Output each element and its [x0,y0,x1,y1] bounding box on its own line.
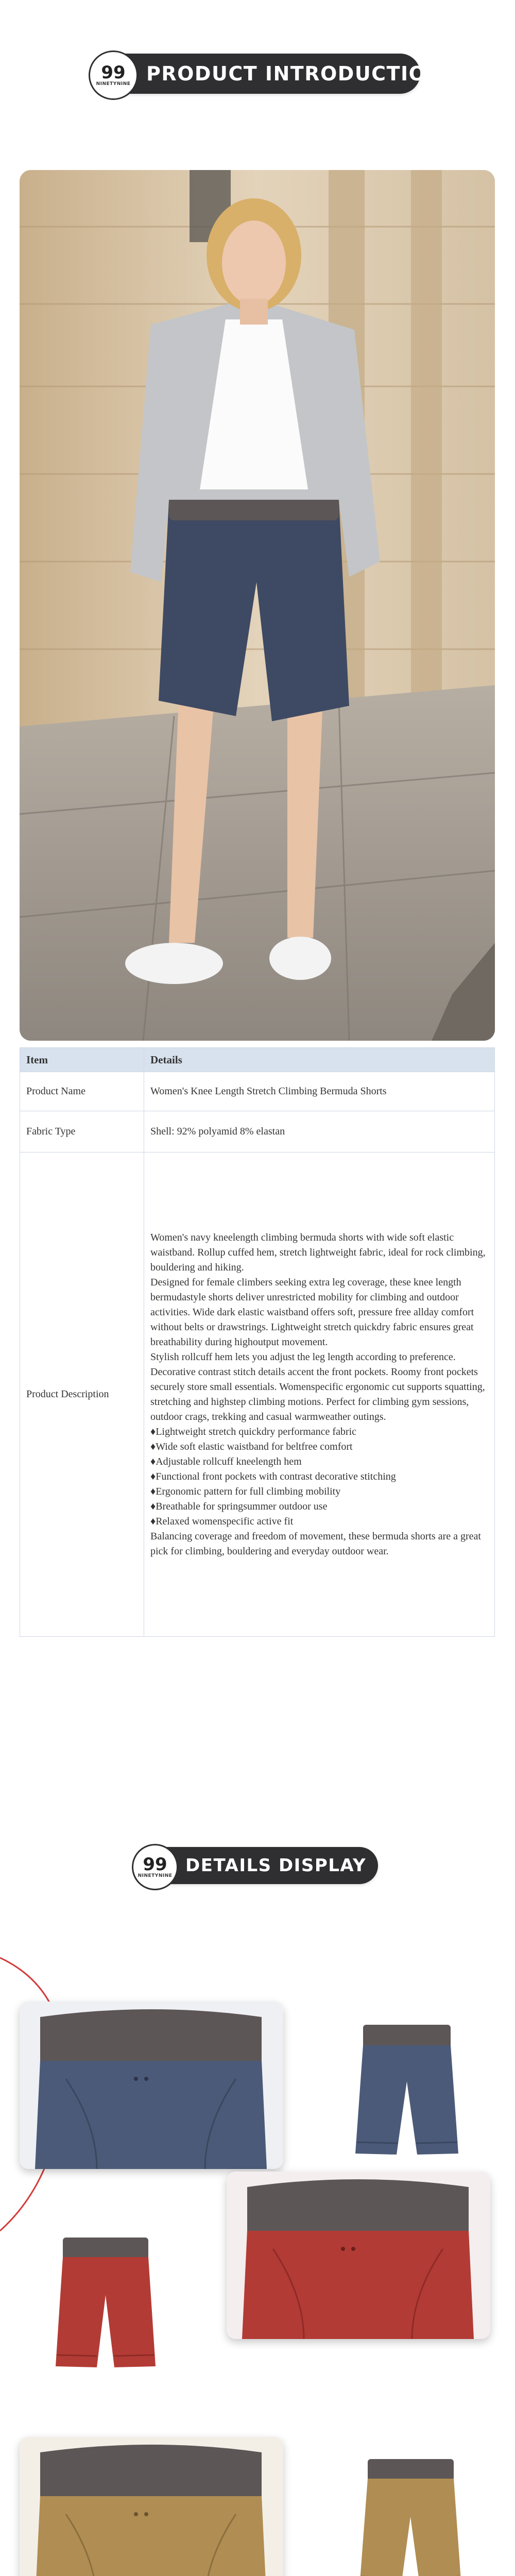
section-header-product-introduction [92,54,443,94]
product-info-table [20,1047,495,1637]
brand-logo-name: NINETYNINE [96,81,131,87]
description-line: Balancing coverage and freedom of movement, these bermuda shorts are a great pick for climbing, bouldering and everyday outdoor wear. [150,1530,481,1557]
description-line: Stylish rollcuff hem lets you adjust the leg length according to preference. Decorative contrast stitch details accent the front pockets. Roomy front pockets securely store small essentials. Womenspecific ergonomic cut supports squatting, stretching and highstep climbing motions. Perfect for climbing gym sessions, outdoor crags, trekking and casual warmweather outings. [150,1351,485,1422]
row-key: Product Name [20,1072,144,1111]
red-waistband-closeup [227,2172,490,2339]
description-line: ♦Adjustable rollcuff kneelength hem [150,1455,302,1467]
khaki-shorts-full [355,2455,466,2576]
section-title: DETAILS DISPLAY [185,1855,367,1876]
brand-logo-number: 99 [143,1854,167,1875]
description-line: ♦Lightweight stretch quickdry performance fabric [150,1426,357,1437]
row-key: Product Description [20,1153,144,1637]
navy-shorts-full [350,2020,464,2159]
red-shorts-full [52,2233,160,2372]
description-line: ♦Ergonomic pattern for full climbing mobility [150,1485,341,1497]
brand-logo [89,50,138,100]
table-header-row [20,1048,495,1072]
table-row [20,1111,495,1153]
brand-logo-number: 99 [101,62,126,83]
navy-waistband-closeup [20,2002,283,2169]
product-description [144,1153,495,1637]
section-title: PRODUCT INTRODUCTION [146,62,443,85]
hero-model-photo [20,170,495,1041]
description-line: ♦Functional front pockets with contrast decorative stitching [150,1470,396,1482]
description-line: ♦Breathable for springsummer outdoor use [150,1500,328,1512]
table-row-description [20,1153,495,1637]
row-value: Women's Knee Length Stretch Climbing Bermuda Shorts [144,1072,495,1111]
khaki-waistband-closeup [20,2437,283,2576]
section-header-details-display [135,1847,378,1884]
brand-logo-name: NINETYNINE [138,1873,173,1878]
description-line: Women's navy kneelength climbing bermuda shorts with wide soft elastic waistband. Rollup cuffed hem, stretch lightweight fabric, ideal for rock climbing, bouldering and hiking. [150,1231,486,1273]
brand-logo [132,1844,178,1890]
row-key: Fabric Type [20,1111,144,1153]
row-value: Shell: 92% polyamid 8% elastan [144,1111,495,1153]
table-row [20,1072,495,1111]
description-line: ♦Wide soft elastic waistband for beltfree comfort [150,1440,353,1452]
column-header: Details [144,1048,495,1072]
description-line: ♦Relaxed womenspecific active fit [150,1515,294,1527]
column-header: Item [20,1048,144,1072]
description-line: Designed for female climbers seeking extra leg coverage, these knee length bermudastyle shorts deliver unrestricted mobility for climbing and outdoor activities. Wide dark elastic waistband offers soft, pressure free allday comfort without belts or drawstrings. Lightweight stretch quickdry fabric ensures great breathability during highoutput movement. [150,1276,474,1348]
